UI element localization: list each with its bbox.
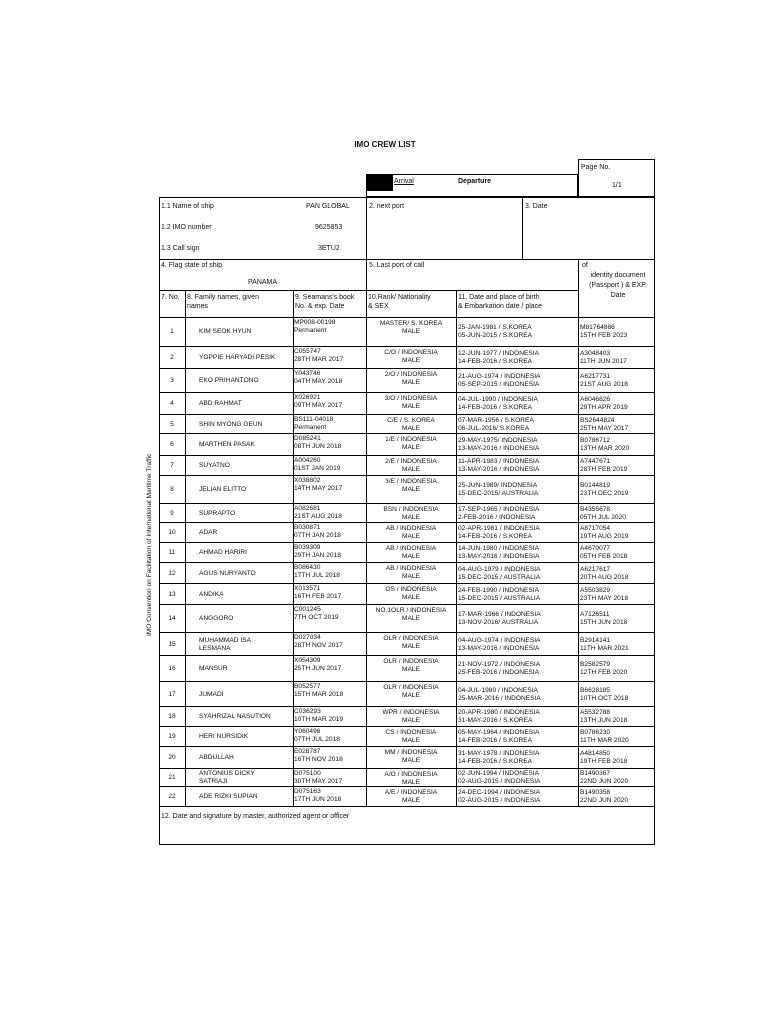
seamans-book-no: X026921 <box>294 394 321 401</box>
seamans-book-exp: 17TH JUN 2018 <box>294 796 342 803</box>
crew-no: 19 <box>168 733 176 740</box>
passport-exp: 19TH FEB 2018 <box>580 758 628 765</box>
passport-exp: 22ND JUN 2020 <box>580 797 629 804</box>
col-name-header-2: names <box>187 303 209 310</box>
birth-date-place: 17-SEP-1965 / INDONESIA <box>458 505 540 513</box>
passport-no: A6217617 <box>580 565 611 573</box>
passport-no: A7126511 <box>580 611 610 618</box>
birth-date-place: 21-AUG-1974 / INDONESIA <box>458 373 541 380</box>
signature-label: 12. Date and signature by master, authorized agent or officer <box>161 813 350 820</box>
passport-no: A3048403 <box>580 350 611 357</box>
birth-date-place: 17-MAR-1966 / INDONESIA <box>458 611 541 618</box>
flag-state-value: PANAMA <box>248 279 278 286</box>
passport-no: B1490358 <box>580 789 611 796</box>
crew-no: 15 <box>168 640 176 648</box>
crew-no: 8 <box>170 486 174 493</box>
id-doc-label-3: (Passport ) & EXP. <box>589 282 647 289</box>
crew-no: 2 <box>170 354 174 361</box>
crew-row <box>159 706 655 726</box>
crew-name: JELIAN ELITTO <box>199 486 247 493</box>
id-doc-label-4: Date <box>610 292 626 299</box>
seamans-book-no: D027034 <box>294 634 321 641</box>
sex: MALE <box>402 573 420 580</box>
page-no-value: 1/1 <box>612 182 622 189</box>
sex: MALE <box>402 328 420 335</box>
crew-name: EKO PRIHANTONO <box>199 377 259 384</box>
rank-nationality: BSN / INDONESIA <box>383 506 439 513</box>
rank-nationality: 2/O / INDONESIA <box>384 371 438 378</box>
sex: MALE <box>402 403 420 410</box>
passport-no: B0144819 <box>580 482 611 489</box>
document-title: IMO CREW LIST <box>354 140 416 149</box>
rank-nationality: OS / INDONESIA <box>385 586 437 593</box>
crew-no: 12 <box>168 569 176 577</box>
rank-nationality: 1/E / INDONESIA <box>385 436 437 443</box>
crew-name: ADE RIZKI SUPIAN <box>199 793 258 800</box>
seamans-book-exp: 08TH JUN 2018 <box>294 443 342 450</box>
rank-nationality: CS / INDONESIA <box>385 729 437 736</box>
col-rank-header-2: & SEX <box>368 303 389 310</box>
passport-no: B4355678 <box>580 505 611 513</box>
passport-no: A4670077 <box>580 545 611 552</box>
crew-name: ABD RAHMAT <box>199 400 242 407</box>
col-rank-header-1: 10.Rank/ Nationality <box>368 294 431 301</box>
seamans-book-no: C036293 <box>294 708 321 715</box>
embarkation-date-place: 13-MAY-2016 / INDONESIA <box>458 466 540 473</box>
side-label: IMO Convention on Facilitation of International Maritime Traffic <box>146 453 153 636</box>
crew-row <box>159 475 655 503</box>
crew-no: 14 <box>168 615 176 622</box>
crew-row <box>159 455 655 475</box>
rank-nationality: AB / INDONESIA <box>385 565 437 572</box>
passport-exp: 23TH MAY 2018 <box>580 594 629 602</box>
sex: MALE <box>402 615 420 622</box>
seamans-book-exp: 14TH MAY 2017 <box>294 485 343 492</box>
rank-nationality: MM / INDONESIA <box>384 749 438 756</box>
crew-name: SYAHRIZAL NASUTION <box>199 713 271 720</box>
crew-name: AGUS NURYANTO <box>199 569 256 577</box>
crew-row <box>159 368 655 392</box>
crew-name: ABDULLAH <box>199 754 234 761</box>
embarkation-date-place: 14-FEB-2016 / S.KOREA <box>458 737 533 744</box>
embarkation-date-place: 31-MAY-2016 / S.KOREA <box>458 717 533 724</box>
rank-nationality: AB / INDONESIA <box>385 545 437 552</box>
rank-nationality: OLR / INDONESIA <box>383 658 439 665</box>
seamans-book-exp: 28TH MAR 2017 <box>294 356 344 363</box>
crew-name: SUPRAPTO <box>199 509 236 517</box>
birth-date-place: 21-NOV-1972 / INDONESIA <box>458 661 541 668</box>
birth-date-place: 04-AUG-1974 / INDONESIA <box>458 636 541 644</box>
crew-row <box>159 786 655 806</box>
passport-exp: 28TH FEB 2019 <box>580 466 628 473</box>
seamans-book-exp: 01ST JAN 2019 <box>294 465 341 472</box>
embarkation-date-place: 15-DEC-2015/ AUSTRALIA <box>458 490 539 497</box>
seamans-book-no: C055747 <box>294 348 321 355</box>
seamans-book-no: Y060496 <box>294 728 321 735</box>
birth-date-place: 07-MAR-1956 / S.KOREA <box>458 416 534 424</box>
passport-no: B2914141 <box>580 636 611 644</box>
crew-no: 21 <box>168 774 176 781</box>
birth-date-place: 14-JUN-1980 / INDONESIA <box>458 545 539 552</box>
seamans-book-exp: 21ST AUG 2018 <box>294 513 342 520</box>
seamans-book-no: BS111-04018 <box>294 416 334 423</box>
seamans-book-no: D075163 <box>294 788 321 795</box>
crew-name: MANSUR <box>199 665 228 672</box>
birth-date-place: 05-MAY-1964 / INDONESIA <box>458 729 540 736</box>
arrival-label: Arrival <box>394 178 414 185</box>
rank-nationality: NO.1OLR / INDONESIA <box>375 607 447 614</box>
crew-no: 13 <box>168 590 176 598</box>
passport-no: B1490367 <box>580 770 611 777</box>
sex: MALE <box>402 594 420 601</box>
sex: MALE <box>402 643 420 650</box>
passport-exp: 29TH APR 2019 <box>580 404 628 411</box>
passport-no: A6217731 <box>580 373 611 380</box>
crew-name: ANDIKA <box>199 590 224 598</box>
passport-exp: 21ST AUG 2018 <box>580 381 628 388</box>
embarkation-date-place: 05-SEP-2015 / INDONESIA <box>458 381 540 388</box>
passport-exp: 20TH AUG 2018 <box>580 573 629 581</box>
embarkation-date-place: 02-AUG-2015 / INDONESIA <box>458 797 541 804</box>
passport-no: BS2644824 <box>580 416 615 424</box>
crew-no: 16 <box>168 665 176 672</box>
seamans-book-no: X013571 <box>294 585 321 592</box>
sex: MALE <box>402 757 420 764</box>
crew-row <box>159 632 655 655</box>
crew-name: LESMANA <box>199 644 231 652</box>
passport-exp: 11TH JUN 2017 <box>580 358 627 365</box>
crew-name: SUYATNO <box>199 462 230 469</box>
embarkation-date-place: 15-DEC-2015 / AUSTRALIA <box>458 573 541 581</box>
birth-date-place: 20-APR-1980 / INDONESIA <box>458 709 540 716</box>
seamans-book-exp: 16TH FEB 2017 <box>294 593 342 600</box>
passport-exp: 22ND JUN 2020 <box>580 778 629 785</box>
sex: MALE <box>402 779 420 786</box>
next-port-label: 2. next port <box>369 203 405 210</box>
seamans-book-exp: 07TH JAN 2018 <box>294 532 341 539</box>
col-name-header-1: 8. Family names, given <box>187 294 259 301</box>
crew-no: 10 <box>168 529 176 536</box>
sex: MALE <box>402 486 420 493</box>
crew-name: YOPPIE HARYADI PESIK <box>199 354 276 361</box>
crew-no: 17 <box>168 690 176 698</box>
crew-row <box>159 746 655 768</box>
ship-name-label: 1.1 Name of ship <box>161 203 214 210</box>
crew-row <box>159 604 655 632</box>
id-doc-label-1: of <box>582 262 588 269</box>
birth-date-place: 02-JUN-1994 / INDONESIA <box>458 770 539 777</box>
birth-date-place: 11-APR-1983 / INDONESIA <box>458 458 540 465</box>
embarkation-date-place: 14-FEB-2016 / S.KOREA <box>458 404 533 411</box>
crew-row <box>159 433 655 455</box>
seamans-book-no: D085241 <box>294 435 321 442</box>
birth-date-place: 12-JUN-1977 / INDONESIA <box>458 350 539 357</box>
seamans-book-no: C001245 <box>294 606 321 613</box>
crew-no: 3 <box>170 377 174 384</box>
seamans-book-exp: 10TH MAR 2019 <box>294 716 344 723</box>
rank-nationality: C/E / S. KOREA <box>387 417 435 424</box>
sex: MALE <box>402 425 420 432</box>
crew-name: MARTHEN PASAK <box>199 441 255 448</box>
crew-row <box>159 726 655 746</box>
sex: MALE <box>402 514 420 521</box>
seamans-book-no: A004260 <box>294 457 321 464</box>
rank-nationality: 3/O / INDONESIA <box>384 395 438 402</box>
passport-exp: 23TH DEC 2019 <box>580 490 629 497</box>
passport-no: A4814850 <box>580 750 611 757</box>
seamans-book-exp: 17TH JUL 2018 <box>294 572 340 579</box>
passport-no: B0786230 <box>580 729 611 736</box>
sex: MALE <box>402 466 420 473</box>
flag-state-label: 4. Flag state of ship <box>161 262 223 269</box>
embarkation-date-place: 13-MAY-2016 / INDONESIA <box>458 553 540 560</box>
seamans-book-exp: 29TH JAN 2018 <box>294 552 341 559</box>
birth-date-place: 24-DEC-1994 / INDONESIA <box>458 789 541 796</box>
seamans-book-no: D075100 <box>294 770 321 777</box>
sex: MALE <box>402 737 420 744</box>
passport-exp: 11TH MAR 2020 <box>580 737 629 744</box>
crew-no: 5 <box>170 420 174 428</box>
embarkation-date-place: 2-FEB-2016 / INDONESIA <box>458 513 536 521</box>
seamans-book-exp: 07TH JUL 2018 <box>294 736 340 743</box>
passport-no: A5532788 <box>580 709 611 716</box>
passport-exp: 13TH JUN 2018 <box>580 717 628 724</box>
birth-date-place: 02-APR-1981 / INDONESIA <box>458 525 540 532</box>
crew-no: 4 <box>170 400 174 407</box>
seamans-book-exp: 7TH OCT 2019 <box>294 614 339 621</box>
seamans-book-no: E028787 <box>294 748 321 755</box>
col-book-header-1: 9. Seamans's book <box>295 294 355 301</box>
sex: MALE <box>402 692 420 699</box>
seamans-book-exp: 30TH MAY 2017 <box>294 778 343 785</box>
embarkation-date-place: 25-FEB-2016 / INDONESIA <box>458 669 539 676</box>
crew-row <box>159 542 655 562</box>
crew-row <box>159 562 655 583</box>
seamans-book-no: B030871 <box>294 524 321 531</box>
crew-row <box>159 681 655 706</box>
passport-exp: 25TH MAY 2017 <box>580 424 629 432</box>
sex: MALE <box>402 357 420 364</box>
arrival-checkbox-mark <box>367 175 393 191</box>
passport-exp: 19TH AUG 2019 <box>580 533 629 540</box>
embarkation-date-place: 02-AUG-2015 / INDONESIA <box>458 778 541 785</box>
birth-date-place: 25-JAN-1981 / S.KOREA <box>458 324 532 331</box>
crew-name: ANTONIUS DICKY <box>199 770 255 777</box>
passport-no: A5503829 <box>580 586 611 594</box>
birth-date-place: 24-FEB-1990 / INDONESIA <box>458 586 539 594</box>
crew-name: ADAR <box>199 529 218 536</box>
seamans-book-no: X038802 <box>294 477 321 484</box>
crew-row <box>159 522 655 542</box>
seamans-book-exp: Permanent <box>294 327 327 334</box>
passport-exp: 12TH FEB 2020 <box>580 669 628 676</box>
passport-exp: 11TH MAR 2021 <box>580 644 629 652</box>
passport-no: B2582579 <box>580 661 611 668</box>
crew-name: SHIN MYONG GEUN <box>199 420 263 428</box>
rank-nationality: A/E / INDONESIA <box>384 789 438 796</box>
crew-name: JUMADI <box>199 690 224 698</box>
crew-no: 1 <box>170 328 174 335</box>
call-sign-value: 3ETU2 <box>318 245 340 252</box>
crew-no: 20 <box>168 754 176 761</box>
crew-row <box>159 655 655 681</box>
passport-no: B6628185 <box>580 686 611 694</box>
sex: MALE <box>402 717 420 724</box>
col-book-header-2: No. & exp. Date <box>295 303 345 310</box>
crew-row <box>159 346 655 368</box>
imo-number-value: 9625853 <box>315 224 343 231</box>
last-port-label: 5. Last port of call <box>369 262 425 269</box>
birth-date-place: 04-JUL-1990 / INDONESIA <box>458 396 538 403</box>
passport-exp: 05TH JUL 2020 <box>580 513 626 521</box>
seamans-book-exp: 15TH MAR 2018 <box>294 691 344 698</box>
seamans-book-exp: 04TH MAY 2018 <box>294 378 343 385</box>
passport-exp: 13TH MAR 2020 <box>580 445 630 452</box>
passport-exp: 15TH FEB 2023 <box>580 332 628 339</box>
seamans-book-exp: Permanent <box>294 424 327 431</box>
embarkation-date-place: 14-FEB-2016 / S.KOREA <box>458 758 533 765</box>
birth-date-place: 25-JUN-1989/ INDONESIA <box>458 482 538 489</box>
crew-no: 9 <box>170 509 174 517</box>
passport-exp: 15TH JUN 2018 <box>580 619 628 626</box>
birth-date-place: 29-MAY-1975/ INDONESIA <box>458 437 538 444</box>
birth-date-place: 04-JUL-1980 / INDONESIA <box>458 686 538 694</box>
sex: MALE <box>402 444 420 451</box>
embarkation-date-place: 13-MAY-2016 / INDONESIA <box>458 644 540 652</box>
col-birth-header-1: 11. Date and place of birth <box>458 294 540 301</box>
passport-exp: 05TH FEB 2018 <box>580 553 628 560</box>
embarkation-date-place: 13-NOV-2016/ AUSTRALIA <box>458 619 539 626</box>
rank-nationality: C/O / INDONESIA <box>384 349 438 356</box>
seamans-book-exp: 28TH NOV 2017 <box>294 642 343 649</box>
page-no-label: Page No. <box>581 164 611 171</box>
rank-nationality: WPR / INDONESIA <box>382 709 440 716</box>
crew-row <box>159 414 655 433</box>
sex: MALE <box>402 666 420 673</box>
crew-name: AHMAD HARIRI <box>199 549 247 556</box>
crew-name: ANGGORO <box>199 615 234 622</box>
crew-row <box>159 318 655 346</box>
embarkation-date-place: 15-DEC-2015 / AUSTRALIA <box>458 594 541 602</box>
crew-row <box>159 392 655 414</box>
passport-no: A6046826 <box>580 396 611 403</box>
crew-row <box>159 583 655 604</box>
ship-name-value: PAN GLOBAL <box>306 203 350 210</box>
date-label: 3. Date <box>525 203 548 210</box>
rank-nationality: 3/E / INDONESIA <box>385 478 437 485</box>
id-doc-label-2: identity document <box>590 272 646 279</box>
embarkation-date-place: 13-MAY-2016 / INDONESIA <box>458 445 540 452</box>
passport-no: M81764886 <box>580 324 615 331</box>
passport-no: A8717054 <box>580 525 611 532</box>
seamans-book-no: X054309 <box>294 657 321 664</box>
seamans-book-no: B039309 <box>294 544 321 551</box>
crew-no: 7 <box>170 462 174 469</box>
crew-no: 11 <box>168 549 176 556</box>
birth-date-place: 31-MAY-1978 / INDONESIA <box>458 750 540 757</box>
seamans-book-no: MP008-00198 <box>294 319 336 326</box>
passport-no: B0786712 <box>580 437 611 444</box>
embarkation-date-place: 06-JUL-2016/ S.KOREA <box>458 424 530 432</box>
seamans-book-no: Y043746 <box>294 370 321 377</box>
crew-no: 6 <box>170 441 174 448</box>
rank-nationality: OLR / INDONESIA <box>383 635 439 642</box>
col-birth-header-2: & Embarkation date / place <box>458 303 543 310</box>
seamans-book-no: B052577 <box>294 683 321 690</box>
imo-number-label: 1.2 IMO number <box>161 224 212 231</box>
passport-exp: 10TH OCT 2018 <box>580 694 629 702</box>
seamans-book-exp: 16TH NOV 2018 <box>294 756 343 763</box>
col-no-header: 7. No. <box>161 294 180 301</box>
crew-no: 18 <box>168 713 176 720</box>
seamans-book-no: A082681 <box>294 505 321 512</box>
crew-name: MUHAMMAD ISA <box>199 636 252 644</box>
crew-row <box>159 768 655 786</box>
sex: MALE <box>402 553 420 560</box>
embarkation-date-place: 05-JUN-2015 / S.KOREA <box>458 332 533 339</box>
rank-nationality: 2/E / INDONESIA <box>385 458 437 465</box>
embarkation-date-place: 25-MAR-2016 / INDONESIA <box>458 694 541 702</box>
call-sign-label: 1.3 Call sign <box>161 245 200 252</box>
embarkation-date-place: 14-FEB-2016 / S.KOREA <box>458 533 533 540</box>
seamans-book-exp: 25TH JUN 2017 <box>294 665 342 672</box>
rank-nationality: A/O / INDONESIA <box>384 771 438 778</box>
crew-name: HERI NURSIDIK <box>199 733 249 740</box>
seamans-book-no: B086430 <box>294 564 321 571</box>
sex: MALE <box>402 533 420 540</box>
crew-row <box>159 503 655 522</box>
crew-no: 22 <box>168 793 176 800</box>
passport-no: A7447671 <box>580 458 611 465</box>
embarkation-date-place: 14-FEB-2016 / S.KOREA <box>458 358 533 365</box>
seamans-book-exp: 09TH MAY 2017 <box>294 402 343 409</box>
departure-label: Departure <box>458 178 492 185</box>
crew-name: KIM SEOK HYUN <box>199 328 252 335</box>
crew-name: SATRIAJI <box>199 778 228 785</box>
sex: MALE <box>402 797 420 804</box>
rank-nationality: OLR / INDONESIA <box>383 684 439 691</box>
rank-nationality: AB / INDONESIA <box>385 525 437 532</box>
birth-date-place: 04-AUG-1979 / INDONESIA <box>458 565 541 573</box>
rank-nationality: MASTER/ S. KOREA <box>379 320 443 327</box>
sex: MALE <box>402 379 420 386</box>
